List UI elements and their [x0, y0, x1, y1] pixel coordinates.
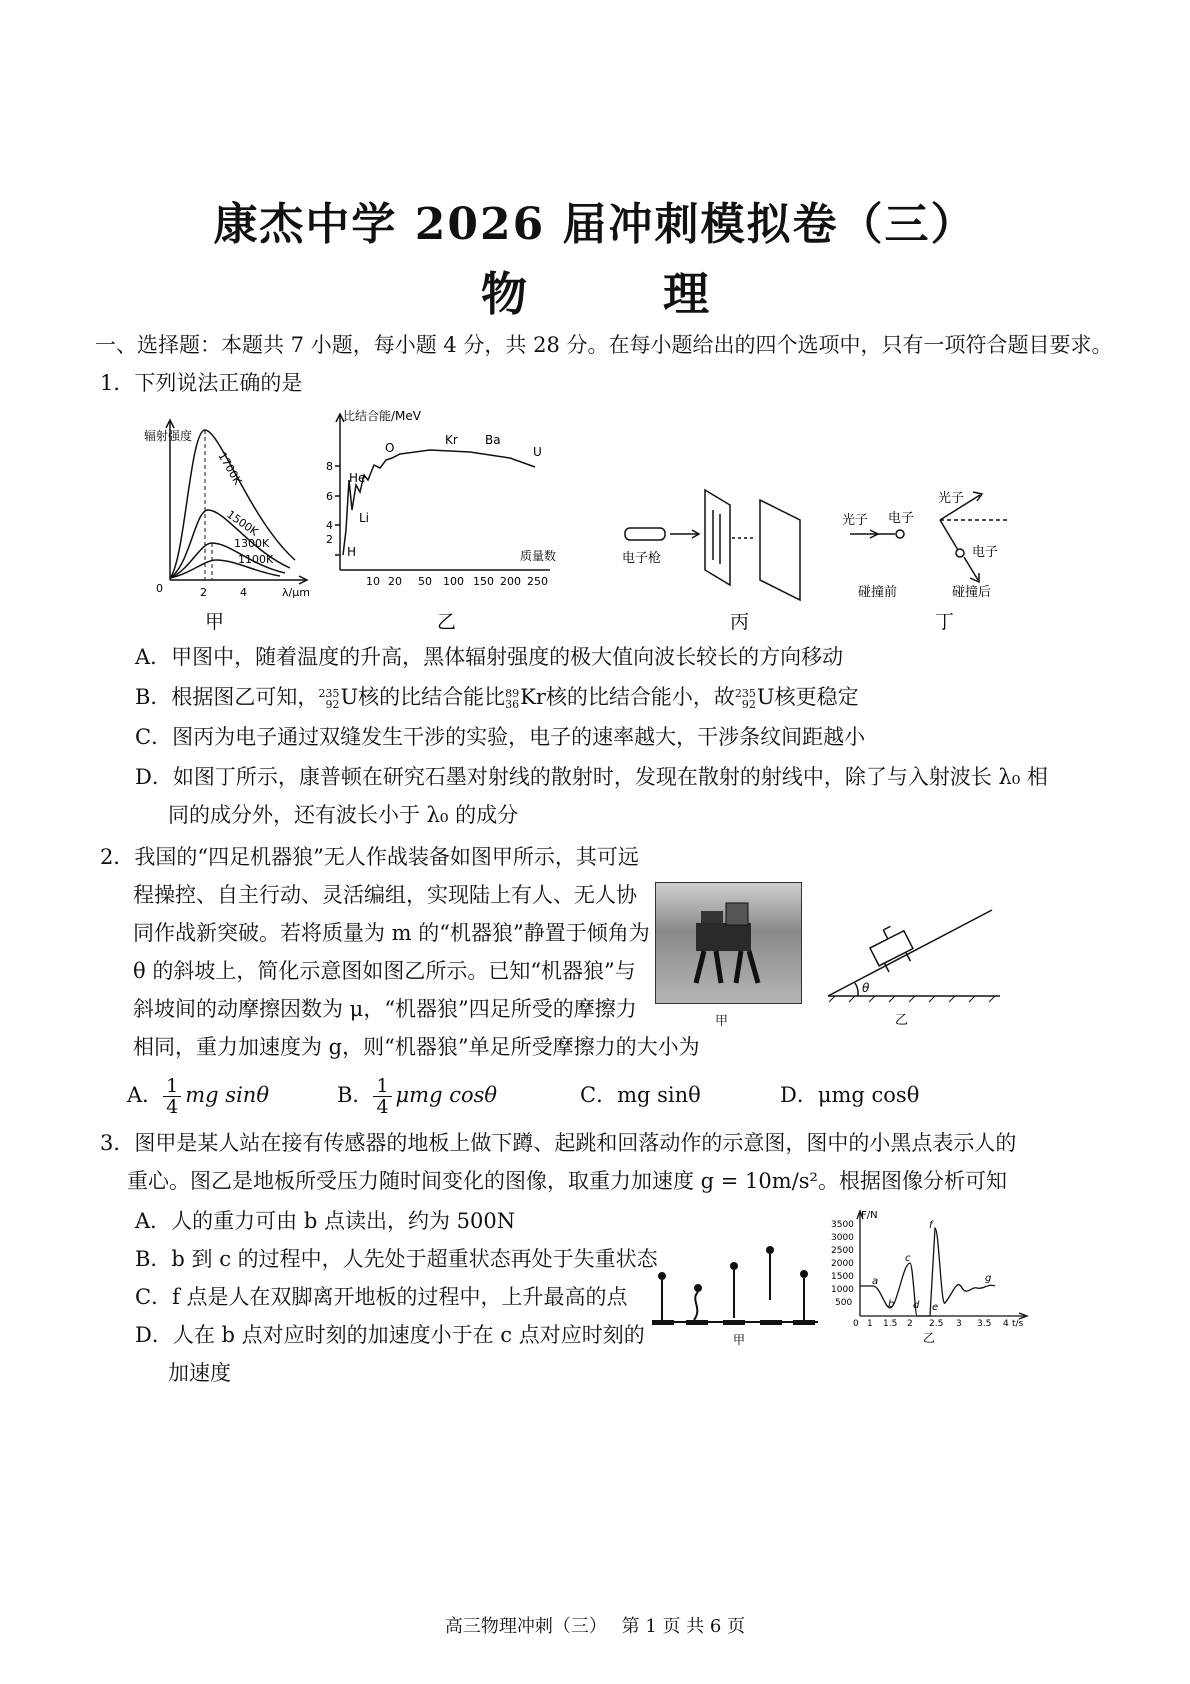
q1-option-b [135, 682, 859, 712]
fig-bing-gun-label: 电子枪 [622, 551, 662, 566]
fig-yi-xtick-150: 150 [473, 575, 494, 588]
fig-yi-ytick-4: 4 [326, 519, 333, 532]
fig-ding-electron-after: 电子 [972, 545, 999, 560]
fig-yi-xlabel: 质量数 [520, 549, 557, 563]
q1-option-d-line2: 同的成分外，还有波长小于 λ₀ 的成分 [168, 803, 519, 827]
fig-ding-photon-after: 光子 [938, 491, 965, 506]
q3-graph-ytick-2000: 2000 [831, 1259, 854, 1269]
q2-theta: θ [862, 981, 870, 995]
fig-label-yi: 乙 [437, 611, 457, 633]
q3-point-e: e [932, 1302, 939, 1313]
fig-yi-ytick-2: 2 [326, 533, 333, 546]
u-symbol-2: U [756, 685, 775, 709]
q3-graph-xtick-2-5: 2.5 [929, 1319, 944, 1329]
kr-nuclide-indices: 89 36 [505, 686, 520, 711]
section-heading: 一、选择题：本题共 7 小题，每小题 4 分，共 28 分。在每小题给出的四个选项中，只有一项符合题目要求。 [95, 333, 1113, 357]
q3-point-c: c [905, 1253, 911, 1264]
q3-graph-xtick-3: 3 [956, 1319, 962, 1329]
fig-jia-tick-2: 2 [200, 586, 207, 599]
q2-option-c: C．mg sinθ [580, 1083, 701, 1107]
q3-option-b: B．b 到 c 的过程中，人先处于超重状态再处于失重状态 [135, 1247, 658, 1271]
q2-option-a: A． $\frac{1}{4}$ mg sinθ [127, 1075, 269, 1118]
q3-stem-line2: 重心。图乙是地板所受压力随时间变化的图像，取重力加速度 g = 10m/s²。根据图像分析可知 [127, 1169, 1007, 1193]
q3-option-a: A．人的重力可由 b 点读出，约为 500N [135, 1209, 516, 1233]
q1-b-pre: B．根据图乙可知， [135, 685, 319, 709]
q3-graph-ytick-1500: 1500 [831, 1272, 854, 1282]
fig-label-ding: 丁 [935, 611, 955, 633]
fig-yi-xtick-100: 100 [443, 575, 464, 588]
fig-yi-ytick-6: 6 [326, 490, 333, 503]
q2-fig-label-jia: 甲 [715, 1014, 729, 1029]
q2-line-2: 程操控、自主行动、灵活编组，实现陆上有人、无人协 [133, 883, 637, 907]
q1-option-d-line1: D．如图丁所示，康普顿在研究石墨对射线的散射时，发现在散射的射线中，除了与入射波长 λ₀ 相 [135, 765, 1048, 789]
q3-graph-xlabel: t/s [1012, 1319, 1024, 1329]
q3-graph-origin: 0 [853, 1319, 859, 1329]
q1-b-post: 核更稳定 [774, 685, 859, 709]
q3-graph-ytick-3000: 3000 [831, 1233, 854, 1243]
fig-jia-origin: 0 [156, 582, 163, 595]
q1-stem: 1．下列说法正确的是 [100, 371, 303, 395]
fig-yi-xtick-10: 10 [366, 575, 380, 588]
q2-line-3: 同作战新突破。若将质量为 m 的“机器狼”静置于倾角为 [133, 921, 650, 945]
fig-jia-tick-4: 4 [240, 586, 247, 599]
robot-wolf-photo [655, 882, 802, 1004]
q2-fig-label-yi: 乙 [895, 1013, 909, 1028]
u-nuclide-indices: 235 92 [318, 686, 340, 711]
q1-option-c: C．图丙为电子通过双缝发生干涉的实验，电子的速率越大，干涉条纹间距越小 [135, 725, 866, 749]
fig-yi-u: U [533, 445, 542, 459]
q3-fig-yi-force-graph [825, 1208, 1035, 1348]
fig-yi-ba: Ba [485, 433, 501, 447]
fig-yi-ytick-8: 8 [326, 460, 333, 473]
fig-yi-xtick-20: 20 [388, 575, 402, 588]
q3-graph-xtick-3-5: 3.5 [977, 1319, 992, 1329]
q1-b-mid2: 核的比结合能小，故 [545, 685, 735, 709]
fig-jia-curve-1300: 1300K [234, 537, 270, 550]
q3-fig-jia-motion [648, 1240, 828, 1350]
fig-jia-ylabel: 辐射强度 [144, 429, 193, 443]
q3-fig-label-jia: 甲 [733, 1333, 746, 1347]
fig-yi-kr: Kr [445, 433, 458, 447]
q1-b-mid: 核的比结合能比 [358, 685, 506, 709]
q2-slope-diagram [820, 900, 1010, 1035]
q2-option-d: D．μmg cosθ [780, 1083, 920, 1107]
q2-b-fraction: $\frac{1}{4}$ [373, 1076, 391, 1117]
q3-graph-ytick-500: 500 [835, 1298, 853, 1308]
fig-jia-curve-1500: 1500K [224, 507, 261, 539]
q3-point-b: b [888, 1299, 895, 1310]
fig-yi-li: Li [359, 511, 370, 525]
q3-option-d-line1: D．人在 b 点对应时刻的加速度小于在 c 点对应时刻的 [135, 1323, 645, 1347]
q2-line-6: 相同，重力加速度为 g，则“机器狼”单足所受摩擦力的大小为 [133, 1035, 700, 1059]
fig-label-jia: 甲 [205, 611, 225, 633]
fig-yi-he: He [349, 471, 366, 485]
q1-option-a: A．甲图中，随着温度的升高，黑体辐射强度的极大值向波长较长的方向移动 [135, 645, 844, 669]
q3-graph-ylabel: F/N [861, 1210, 878, 1221]
q3-option-c: C．f 点是人在双脚离开地板的过程中，上升最高的点 [135, 1285, 628, 1309]
q3-graph-ytick-3500: 3500 [831, 1220, 854, 1230]
q3-graph-ytick-1000: 1000 [831, 1285, 854, 1295]
q2-line-4: θ 的斜坡上，简化示意图如图乙所示。已知“机器狼”与 [133, 959, 636, 983]
q3-graph-xtick-1: 1 [867, 1319, 873, 1329]
q2-a-fraction: $\frac{1}{4}$ [163, 1076, 181, 1117]
fig-yi-ylabel: 比结合能/MeV [343, 410, 421, 423]
q2-line-5: 斜坡间的动摩擦因数为 μ，“机器狼”四足所受的摩擦力 [133, 997, 637, 1021]
fig-jia-xlabel: λ/μm [282, 586, 310, 599]
fig-ding-before: 碰撞前 [858, 585, 898, 600]
q3-graph-ytick-2500: 2500 [831, 1246, 854, 1256]
q3-stem-line1: 3．图甲是某人站在接有传感器的地板上做下蹲、起跳和回落动作的示意图，图中的小黑点表示人的 [100, 1131, 1017, 1155]
fig-yi-xtick-50: 50 [418, 575, 432, 588]
fig-ding-photon: 光子 [842, 513, 869, 528]
fig-jia-curve-1700: 1700K [215, 450, 245, 488]
fig-yi-h: H [347, 545, 357, 559]
fig-ding-after: 碰撞后 [952, 585, 992, 600]
u-nuclide-indices-2: 235 92 [734, 686, 756, 711]
q3-point-f: f [929, 1220, 933, 1231]
q3-point-a: a [872, 1276, 879, 1287]
robot-wolf-silhouette [656, 883, 801, 1003]
u-symbol: U [340, 685, 359, 709]
q3-graph-xtick-2: 2 [907, 1319, 913, 1329]
q3-point-g: g [985, 1273, 992, 1284]
q3-graph-xtick-1-5: 1.5 [883, 1319, 898, 1329]
q1-figures [130, 410, 1130, 635]
q2-option-b: B． $\frac{1}{4}$ μmg cosθ [337, 1075, 498, 1118]
q2-line-1: 2．我国的“四足机器狼”无人作战装备如图甲所示，其可远 [100, 845, 639, 869]
subject-title: 物 理 [480, 267, 769, 321]
fig-yi-o: O [385, 441, 395, 455]
q3-fig-label-yi: 乙 [923, 1331, 936, 1345]
page-footer: 高三物理冲刺（三） 第 1 页 共 6 页 [444, 1616, 746, 1637]
fig-jia-blackbody [166, 420, 307, 584]
kr-symbol: Kr [520, 685, 546, 709]
q3-option-d-line2: 加速度 [168, 1361, 231, 1385]
fig-jia-curve-1100: 1100K [238, 553, 274, 566]
q3-point-d: d [913, 1300, 920, 1311]
fig-ding-compton [850, 492, 1010, 582]
fig-bing-double-slit [625, 490, 800, 600]
fig-yi-xtick-250: 250 [527, 575, 548, 588]
exam-title: 康杰中学 2026 届冲刺模拟卷（三） [213, 199, 977, 250]
fig-label-bing: 丙 [730, 611, 750, 633]
q3-graph-xtick-4: 4 [1003, 1319, 1009, 1329]
fig-yi-binding-energy [335, 414, 550, 570]
fig-yi-xtick-200: 200 [500, 575, 521, 588]
fig-ding-electron: 电子 [888, 511, 915, 526]
